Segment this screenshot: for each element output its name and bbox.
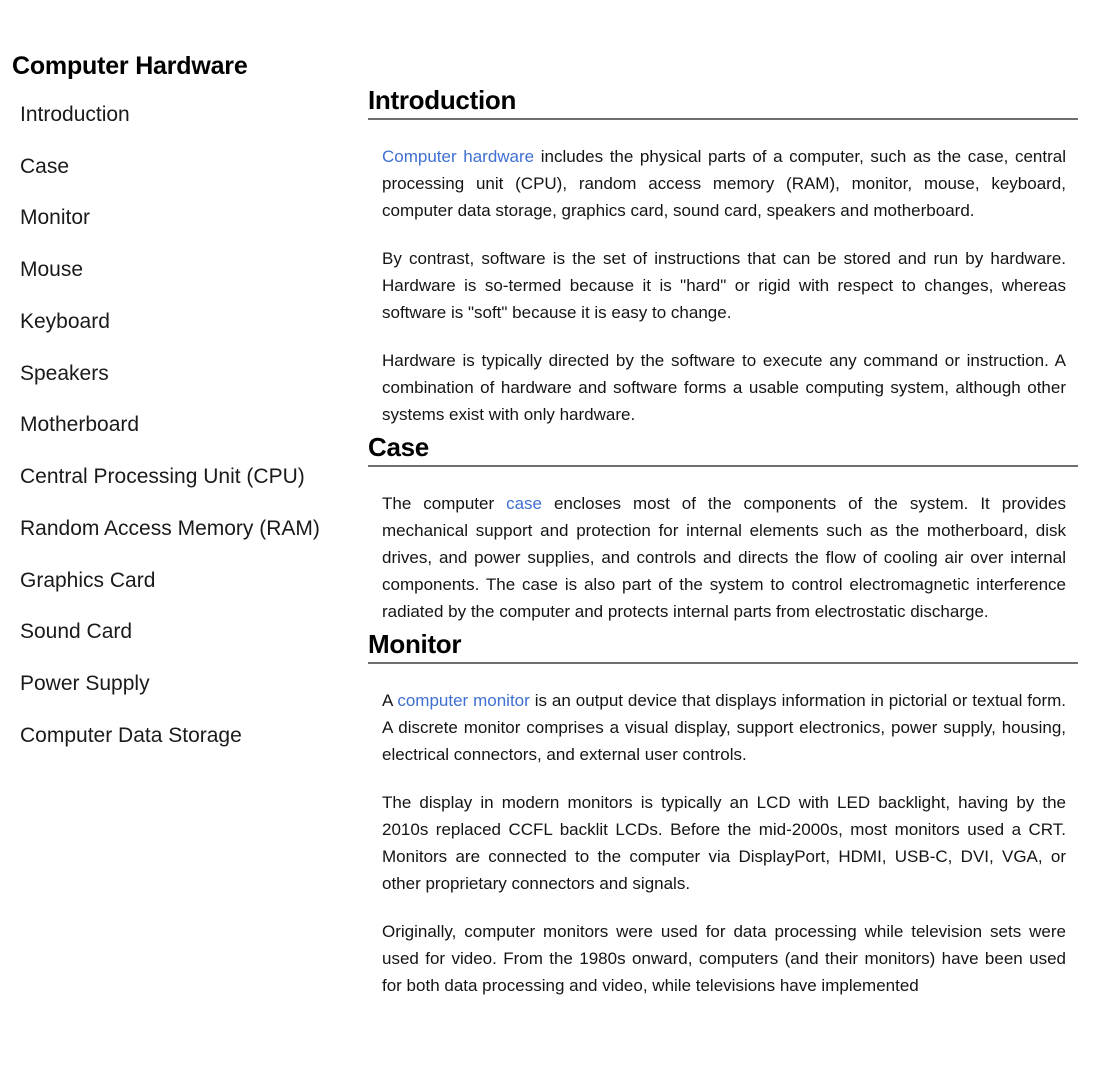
paragraph: Hardware is typically directed by the software to execute any command or instruction. A combination of hardware and software forms a usable computing system, although other systems exist with only hardware. bbox=[382, 351, 1066, 425]
link-computer-hardware[interactable]: Computer hardware bbox=[382, 147, 535, 167]
paragraph-text: is an output device that displays information in pictorial or textual form. A discrete monitor comprises a visual display, support electronics, power supply, housing, electrical connectors, and external user controls. bbox=[382, 691, 1067, 765]
paragraph-text: The computer bbox=[382, 494, 507, 514]
paragraph-text: encloses most of the components of the system. It provides mechanical support and protection for internal elements such as the motherboard, disk drives, and power supplies, and controls and directs the flow of cooling air over internal components. The case is also part of the system to control electromagnetic interference radiated by the computer and protects internal parts from electrostatic discharge. bbox=[382, 494, 1066, 622]
section-heading-monitor: Monitor bbox=[368, 630, 1078, 664]
sidebar-item-graphics-card[interactable]: Graphics Card bbox=[20, 568, 156, 592]
section-heading-introduction: Introduction bbox=[368, 86, 1078, 120]
paragraph: By contrast, software is the set of instructions that can be stored and run by hardware. Hardware is so-termed because it is "hard" or rigid with respect to changes, whereas software is "soft" because it is easy to change. bbox=[382, 249, 1066, 323]
sidebar-item-mouse[interactable]: Mouse bbox=[20, 258, 84, 282]
article-content bbox=[368, 0, 1106, 999]
section-body-case bbox=[368, 490, 1078, 625]
sidebar-item-computer-data-storage[interactable]: Computer Data Storage bbox=[20, 723, 242, 747]
sidebar-item-introduction[interactable]: Introduction bbox=[20, 102, 130, 126]
section-monitor bbox=[368, 630, 1078, 999]
paragraph: Originally, computer monitors were used for data processing while television sets were used for video. From the 1980s onward, computers (and their monitors) have been used for both data processing and video, while televisions have implemented bbox=[382, 922, 1066, 996]
sidebar-item-keyboard[interactable]: Keyboard bbox=[20, 309, 110, 333]
sidebar-item-monitor[interactable]: Monitor bbox=[20, 206, 91, 230]
sidebar-item-random-access-memory[interactable]: Random Access Memory (RAM) bbox=[20, 516, 320, 540]
paragraph: The display in modern monitors is typically an LCD with LED backlight, having by the 2010s replaced CCFL backlit LCDs. Before the mid-2000s, most monitors used a CRT. Monitors are connected to the computer via DisplayPort, HDMI, USB-C, DVI, VGA, or other proprietary connectors and signals. bbox=[382, 793, 1066, 894]
sidebar-item-speakers[interactable]: Speakers bbox=[20, 361, 109, 385]
sidebar-title: Computer Hardware bbox=[12, 52, 248, 80]
paragraph-text: A bbox=[382, 691, 398, 711]
sidebar-item-list bbox=[0, 103, 368, 749]
link-case[interactable]: case bbox=[506, 494, 542, 514]
sidebar-item-power-supply[interactable]: Power Supply bbox=[20, 672, 150, 696]
sidebar-navigation bbox=[0, 0, 368, 749]
section-body-introduction bbox=[368, 143, 1078, 428]
section-case bbox=[368, 433, 1078, 625]
section-body-monitor bbox=[368, 687, 1078, 999]
sidebar-item-central-processing-unit[interactable]: Central Processing Unit (CPU) bbox=[20, 465, 305, 489]
link-computer-monitor[interactable]: computer monitor bbox=[397, 691, 530, 711]
paragraph bbox=[382, 143, 1078, 224]
sidebar-item-case[interactable]: Case bbox=[20, 154, 70, 178]
sidebar-item-sound-card[interactable]: Sound Card bbox=[20, 620, 133, 644]
paragraph-text: includes the physical parts of a computer, such as the case, central processing unit (CPU), random access memory (RAM), monitor, mouse, keyboard, computer data storage, graphics card, sound card, speakers and motherboard. bbox=[382, 147, 1066, 221]
section-introduction bbox=[368, 86, 1078, 428]
section-heading-case: Case bbox=[368, 433, 1078, 467]
paragraph bbox=[382, 490, 1078, 625]
paragraph bbox=[382, 687, 1078, 768]
sidebar-item-motherboard[interactable]: Motherboard bbox=[20, 413, 140, 437]
